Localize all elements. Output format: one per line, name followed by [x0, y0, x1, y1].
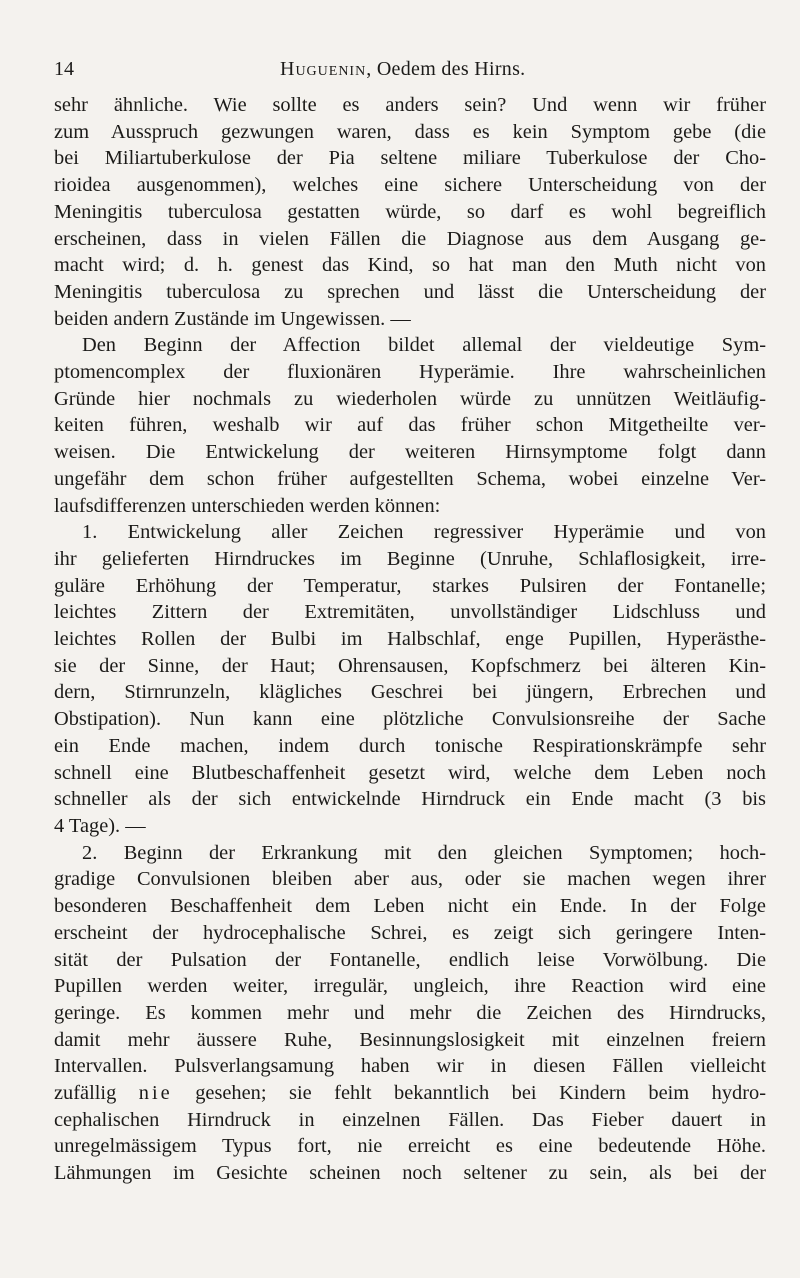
- text-line: dern, Stirnrunzeln, klägliches Geschrei bei jüngern, Erbrechen und: [54, 681, 766, 704]
- text-line: ptomencomplex der fluxionären Hyperämie. Ihre wahrscheinlichen: [54, 361, 766, 384]
- text-line: Den Beginn der Affection bildet allemal der vieldeutige Sym-: [82, 334, 766, 357]
- page-number: 14: [54, 58, 74, 80]
- text-line: Pupillen werden weiter, irregulär, ungleich, ihre Reaction wird eine: [54, 975, 766, 998]
- text-line: zufällig nie gesehen; sie fehlt bekanntlich bei Kindern beim hydro-: [54, 1082, 767, 1105]
- text-line: schnell eine Blutbeschaffenheit gesetzt wird, welche dem Leben noch: [54, 761, 766, 784]
- text-line: rioidea ausgenommen), welches eine sichere Unterscheidung von der: [54, 174, 766, 197]
- text-line: keiten führen, weshalb wir auf das früher schon Mitgetheilte ver-: [54, 414, 766, 437]
- text-line: zum Ausspruch gezwungen waren, dass es kein Symptom gebe (die: [54, 120, 766, 143]
- text-line: bei Miliartuberkulose der Pia seltene miliare Tuberkulose der Cho-: [54, 147, 766, 170]
- text-line: ihr gelieferten Hirndruckes im Beginne (Unruhe, Schlaflosigkeit, irre-: [54, 547, 766, 570]
- text-line: leichtes Rollen der Bulbi im Halbschlaf, enge Pupillen, Hyperästhe-: [54, 628, 766, 651]
- text-line: schneller als der sich entwickelnde Hirndruck ein Ende macht (3 bis: [54, 788, 766, 811]
- text-line: damit mehr äussere Ruhe, Besinnungslosigkeit mit einzelnen freiern: [54, 1028, 766, 1051]
- running-head-author: Huguenin: [280, 58, 367, 80]
- text-line: sehr ähnliche. Wie sollte es anders sein? Und wenn wir früher: [54, 94, 766, 116]
- text-line: 1. Entwickelung aller Zeichen regressiver Hyperämie und von: [82, 521, 766, 544]
- text-line: laufsdifferenzen unterschieden werden können:: [54, 494, 441, 517]
- text-line: besonderen Beschaffenheit dem Leben nicht ein Ende. In der Folge: [54, 895, 766, 918]
- text-line: gradige Convulsionen bleiben aber aus, oder sie machen wegen ihrer: [54, 868, 766, 891]
- text-line: Gründe hier nochmals zu wiederholen würde zu unnützen Weitläufig-: [54, 387, 766, 410]
- text-line: Meningitis tuberculosa gestatten würde, so darf es wohl begreiflich: [54, 200, 766, 223]
- text-line: Lähmungen im Gesichte scheinen noch seltener zu sein, als bei der: [54, 1162, 766, 1185]
- text-line: ungefähr dem schon früher aufgestellten Schema, wobei einzelne Ver-: [54, 467, 766, 490]
- text-line: unregelmässigem Typus fort, nie erreicht es eine bedeutende Höhe.: [54, 1135, 766, 1158]
- text-line: erscheint der hydrocephalische Schrei, es zeigt sich geringere Inten-: [54, 921, 766, 944]
- text-line: ein Ende machen, indem durch tonische Respirationskrämpfe sehr: [54, 734, 766, 757]
- text-line: leichtes Zittern der Extremitäten, unvollständiger Lidschluss und: [54, 601, 766, 624]
- running-head-title: , Oedem des Hirns.: [366, 58, 526, 80]
- text-line: 2. Beginn der Erkrankung mit den gleichen Symptomen; hoch-: [82, 841, 766, 864]
- page-header: [54, 58, 766, 92]
- text-line: erscheinen, dass in vielen Fällen die Diagnose aus dem Ausgang ge-: [54, 227, 766, 250]
- text-line: sie der Sinne, der Haut; Ohrensausen, Kopfschmerz bei älteren Kin-: [54, 654, 766, 677]
- text-line: Meningitis tuberculosa zu sprechen und lässt die Unterscheidung der: [54, 280, 766, 303]
- text-line: sität der Pulsation der Fontanelle, endlich leise Vorwölbung. Die: [54, 948, 766, 971]
- text-line: guläre Erhöhung der Temperatur, starkes Pulsiren der Fontanelle;: [54, 574, 766, 597]
- text-line: geringe. Es kommen mehr und mehr die Zeichen des Hirndrucks,: [54, 1001, 766, 1024]
- text-line: cephalischen Hirndruck in einzelnen Fällen. Das Fieber dauert in: [54, 1108, 766, 1131]
- text-line: beiden andern Zustände im Ungewissen. —: [54, 307, 411, 330]
- text-line: Obstipation). Nun kann eine plötzliche Convulsionsreihe der Sache: [54, 708, 766, 731]
- text-line: weisen. Die Entwickelung der weiteren Hirnsymptome folgt dann: [54, 441, 766, 464]
- body-text: [54, 92, 766, 1187]
- text-line: 4 Tage). —: [54, 814, 146, 837]
- text-line: Intervallen. Pulsverlangsamung haben wir in diesen Fällen vielleicht: [54, 1055, 766, 1078]
- emphasized-word: nie: [138, 1082, 173, 1105]
- running-head: [280, 58, 525, 81]
- book-page: [54, 58, 766, 1187]
- text-line: macht wird; d. h. genest das Kind, so hat man den Muth nicht von: [54, 254, 766, 277]
